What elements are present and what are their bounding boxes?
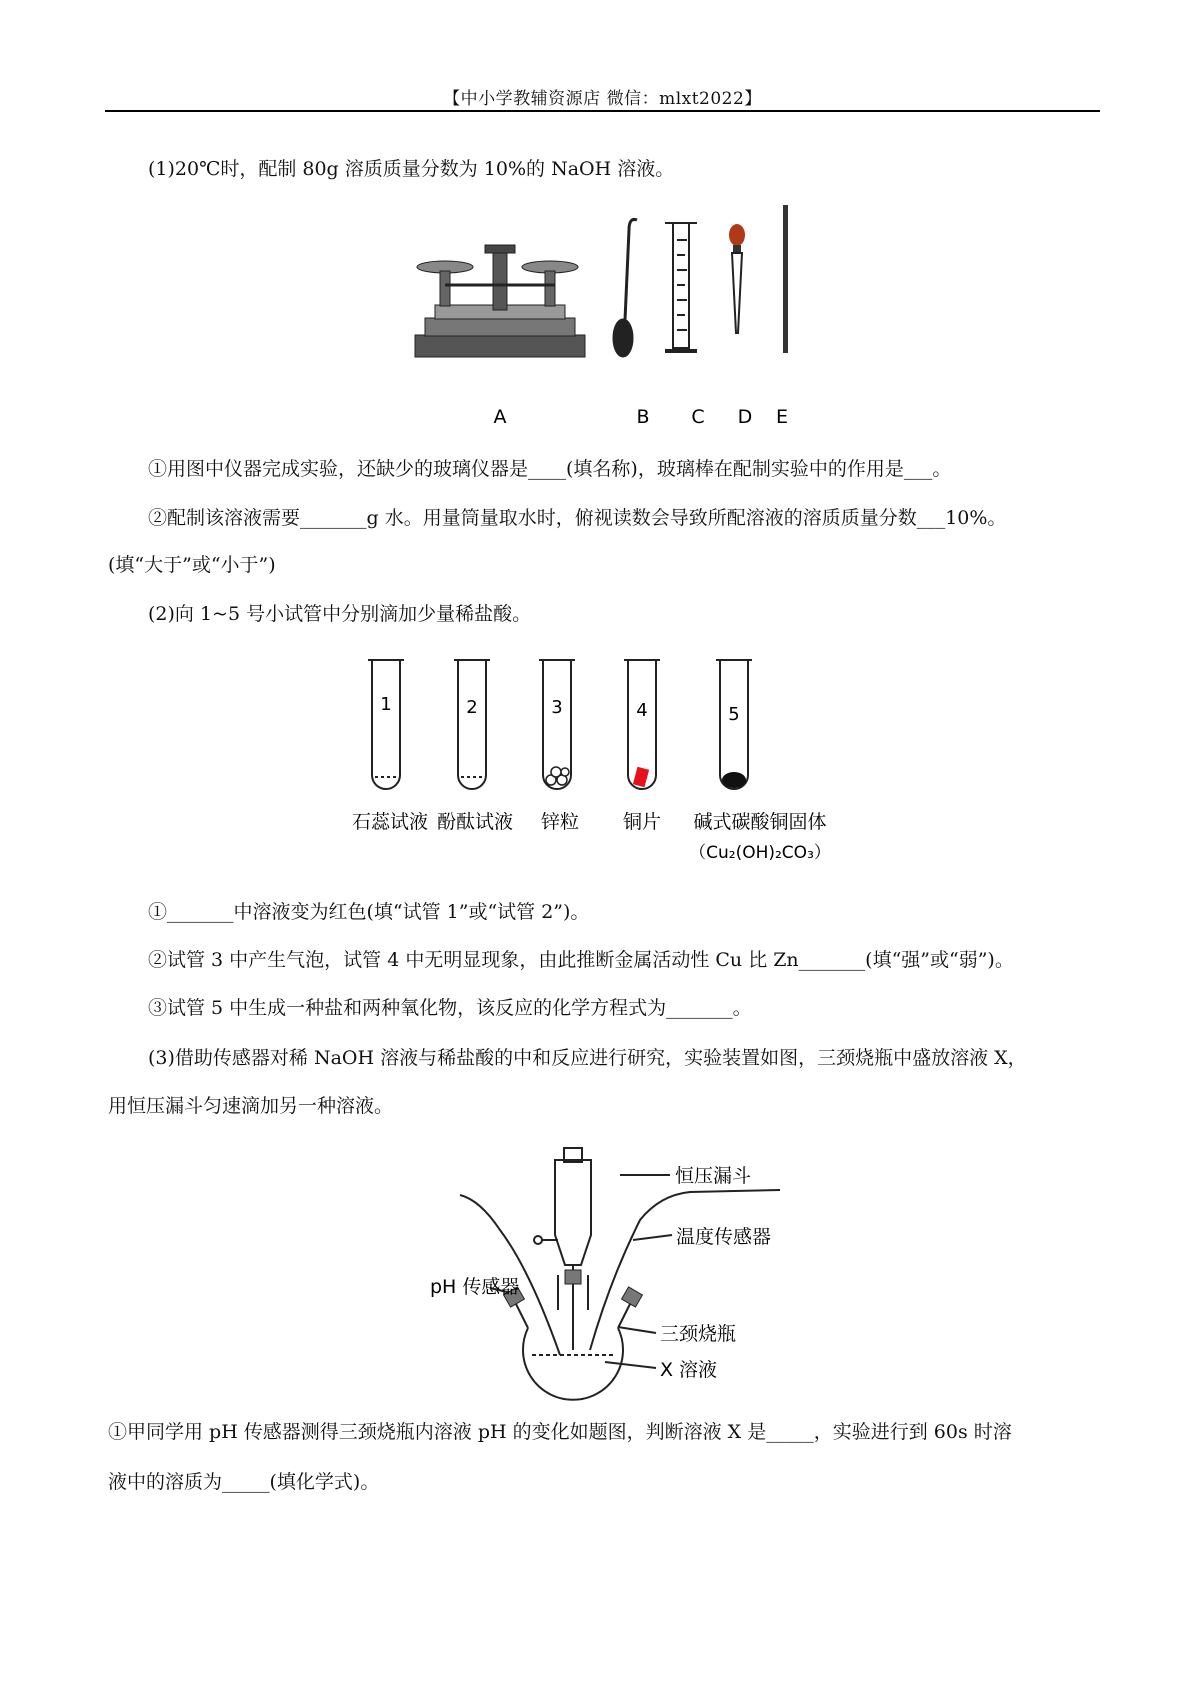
figure-instruments bbox=[415, 205, 815, 430]
part1-intro: (1)20℃时，配制 80g 溶质质量分数为 10%的 NaOH 溶液。 bbox=[148, 158, 675, 180]
glass-rod-illustration bbox=[783, 205, 788, 353]
zinc-granules bbox=[546, 767, 569, 785]
caption-zinc: 锌粒 bbox=[540, 811, 580, 833]
label-solution: X 溶液 bbox=[660, 1359, 718, 1381]
test-tube-2 bbox=[458, 660, 486, 789]
figure-test-tubes bbox=[350, 650, 870, 875]
label-c: C bbox=[691, 406, 705, 428]
tube-number-1: 1 bbox=[380, 694, 392, 715]
caption-phenolphthalein: 酚酞试液 bbox=[436, 811, 514, 833]
header-rule bbox=[105, 110, 1100, 112]
question-1-1: ①用图中仪器完成实验，还缺少的玻璃仪器是____(填名称)，玻璃棒在配制实验中的作用是___。 bbox=[148, 458, 952, 480]
cylinder-illustration bbox=[665, 223, 697, 351]
spoon-illustration bbox=[614, 219, 637, 356]
part2-intro: (2)向 1~5 号小试管中分别滴加少量稀盐酸。 bbox=[148, 603, 532, 625]
label-a: A bbox=[493, 406, 507, 428]
page-header: 【中小学教辅资源店 微信：mlxt2022】 bbox=[443, 89, 762, 109]
label-b: B bbox=[636, 406, 650, 428]
caption-formula: （Cu₂(OH)₂CO₃） bbox=[689, 843, 831, 863]
tube-number-5: 5 bbox=[728, 704, 740, 725]
caption-copper: 铜片 bbox=[622, 811, 662, 833]
label-temp-sensor: 温度传感器 bbox=[676, 1226, 772, 1248]
question-2-1: ①_______中溶液变为红色(填“试管 1”或“试管 2”)。 bbox=[148, 901, 590, 923]
label-ph-sensor: pH 传感器 bbox=[430, 1276, 520, 1298]
funnel-body bbox=[555, 1160, 591, 1265]
tube-number-4: 4 bbox=[636, 700, 648, 721]
label-e: E bbox=[775, 406, 789, 428]
caption-copper-carbonate: 碱式碳酸铜固体 bbox=[693, 811, 827, 833]
label-flask: 三颈烧瓶 bbox=[660, 1323, 737, 1345]
part3-intro-cont: 用恒压漏斗匀速滴加另一种溶液。 bbox=[108, 1095, 394, 1117]
part3-intro: (3)借助传感器对稀 NaOH 溶液与稀盐酸的中和反应进行研究，实验装置如图，三颈烧瓶中盛放溶液 X， bbox=[148, 1047, 1027, 1069]
question-2-2: ②试管 3 中产生气泡，试管 4 中无明显现象，由此推断金属活动性 Cu 比 Zn_______(填“强”或“弱”)。 bbox=[148, 949, 1014, 971]
figure-apparatus bbox=[430, 1140, 780, 1400]
dropper-illustration bbox=[729, 224, 745, 333]
label-funnel: 恒压漏斗 bbox=[675, 1165, 752, 1187]
question-3-1-cont: 液中的溶质为_____(填化学式)。 bbox=[108, 1471, 380, 1493]
basic-copper-carbonate-solid bbox=[722, 772, 746, 788]
question-3-1: ①甲同学用 pH 传感器测得三颈烧瓶内溶液 pH 的变化如题图，判断溶液 X 是_____，实验进行到 60s 时溶 bbox=[108, 1421, 1012, 1443]
test-tube-1 bbox=[372, 660, 400, 789]
balance-illustration bbox=[415, 245, 585, 357]
tube-number-2: 2 bbox=[466, 697, 478, 718]
label-d: D bbox=[737, 406, 753, 428]
question-1-2-note: (填“大于”或“小于”) bbox=[108, 554, 276, 576]
question-1-2: ②配制该溶液需要_______g 水。用量筒量取水时，俯视读数会导致所配溶液的溶质质量分数___10%。 bbox=[148, 507, 1007, 529]
question-2-3: ③试管 5 中生成一种盐和两种氧化物，该反应的化学方程式为_______。 bbox=[148, 997, 752, 1019]
copper-sheet bbox=[633, 767, 649, 787]
ph-sensor-cable bbox=[460, 1195, 560, 1355]
tube-number-3: 3 bbox=[551, 697, 563, 718]
caption-litmus: 石蕊试液 bbox=[351, 811, 429, 833]
